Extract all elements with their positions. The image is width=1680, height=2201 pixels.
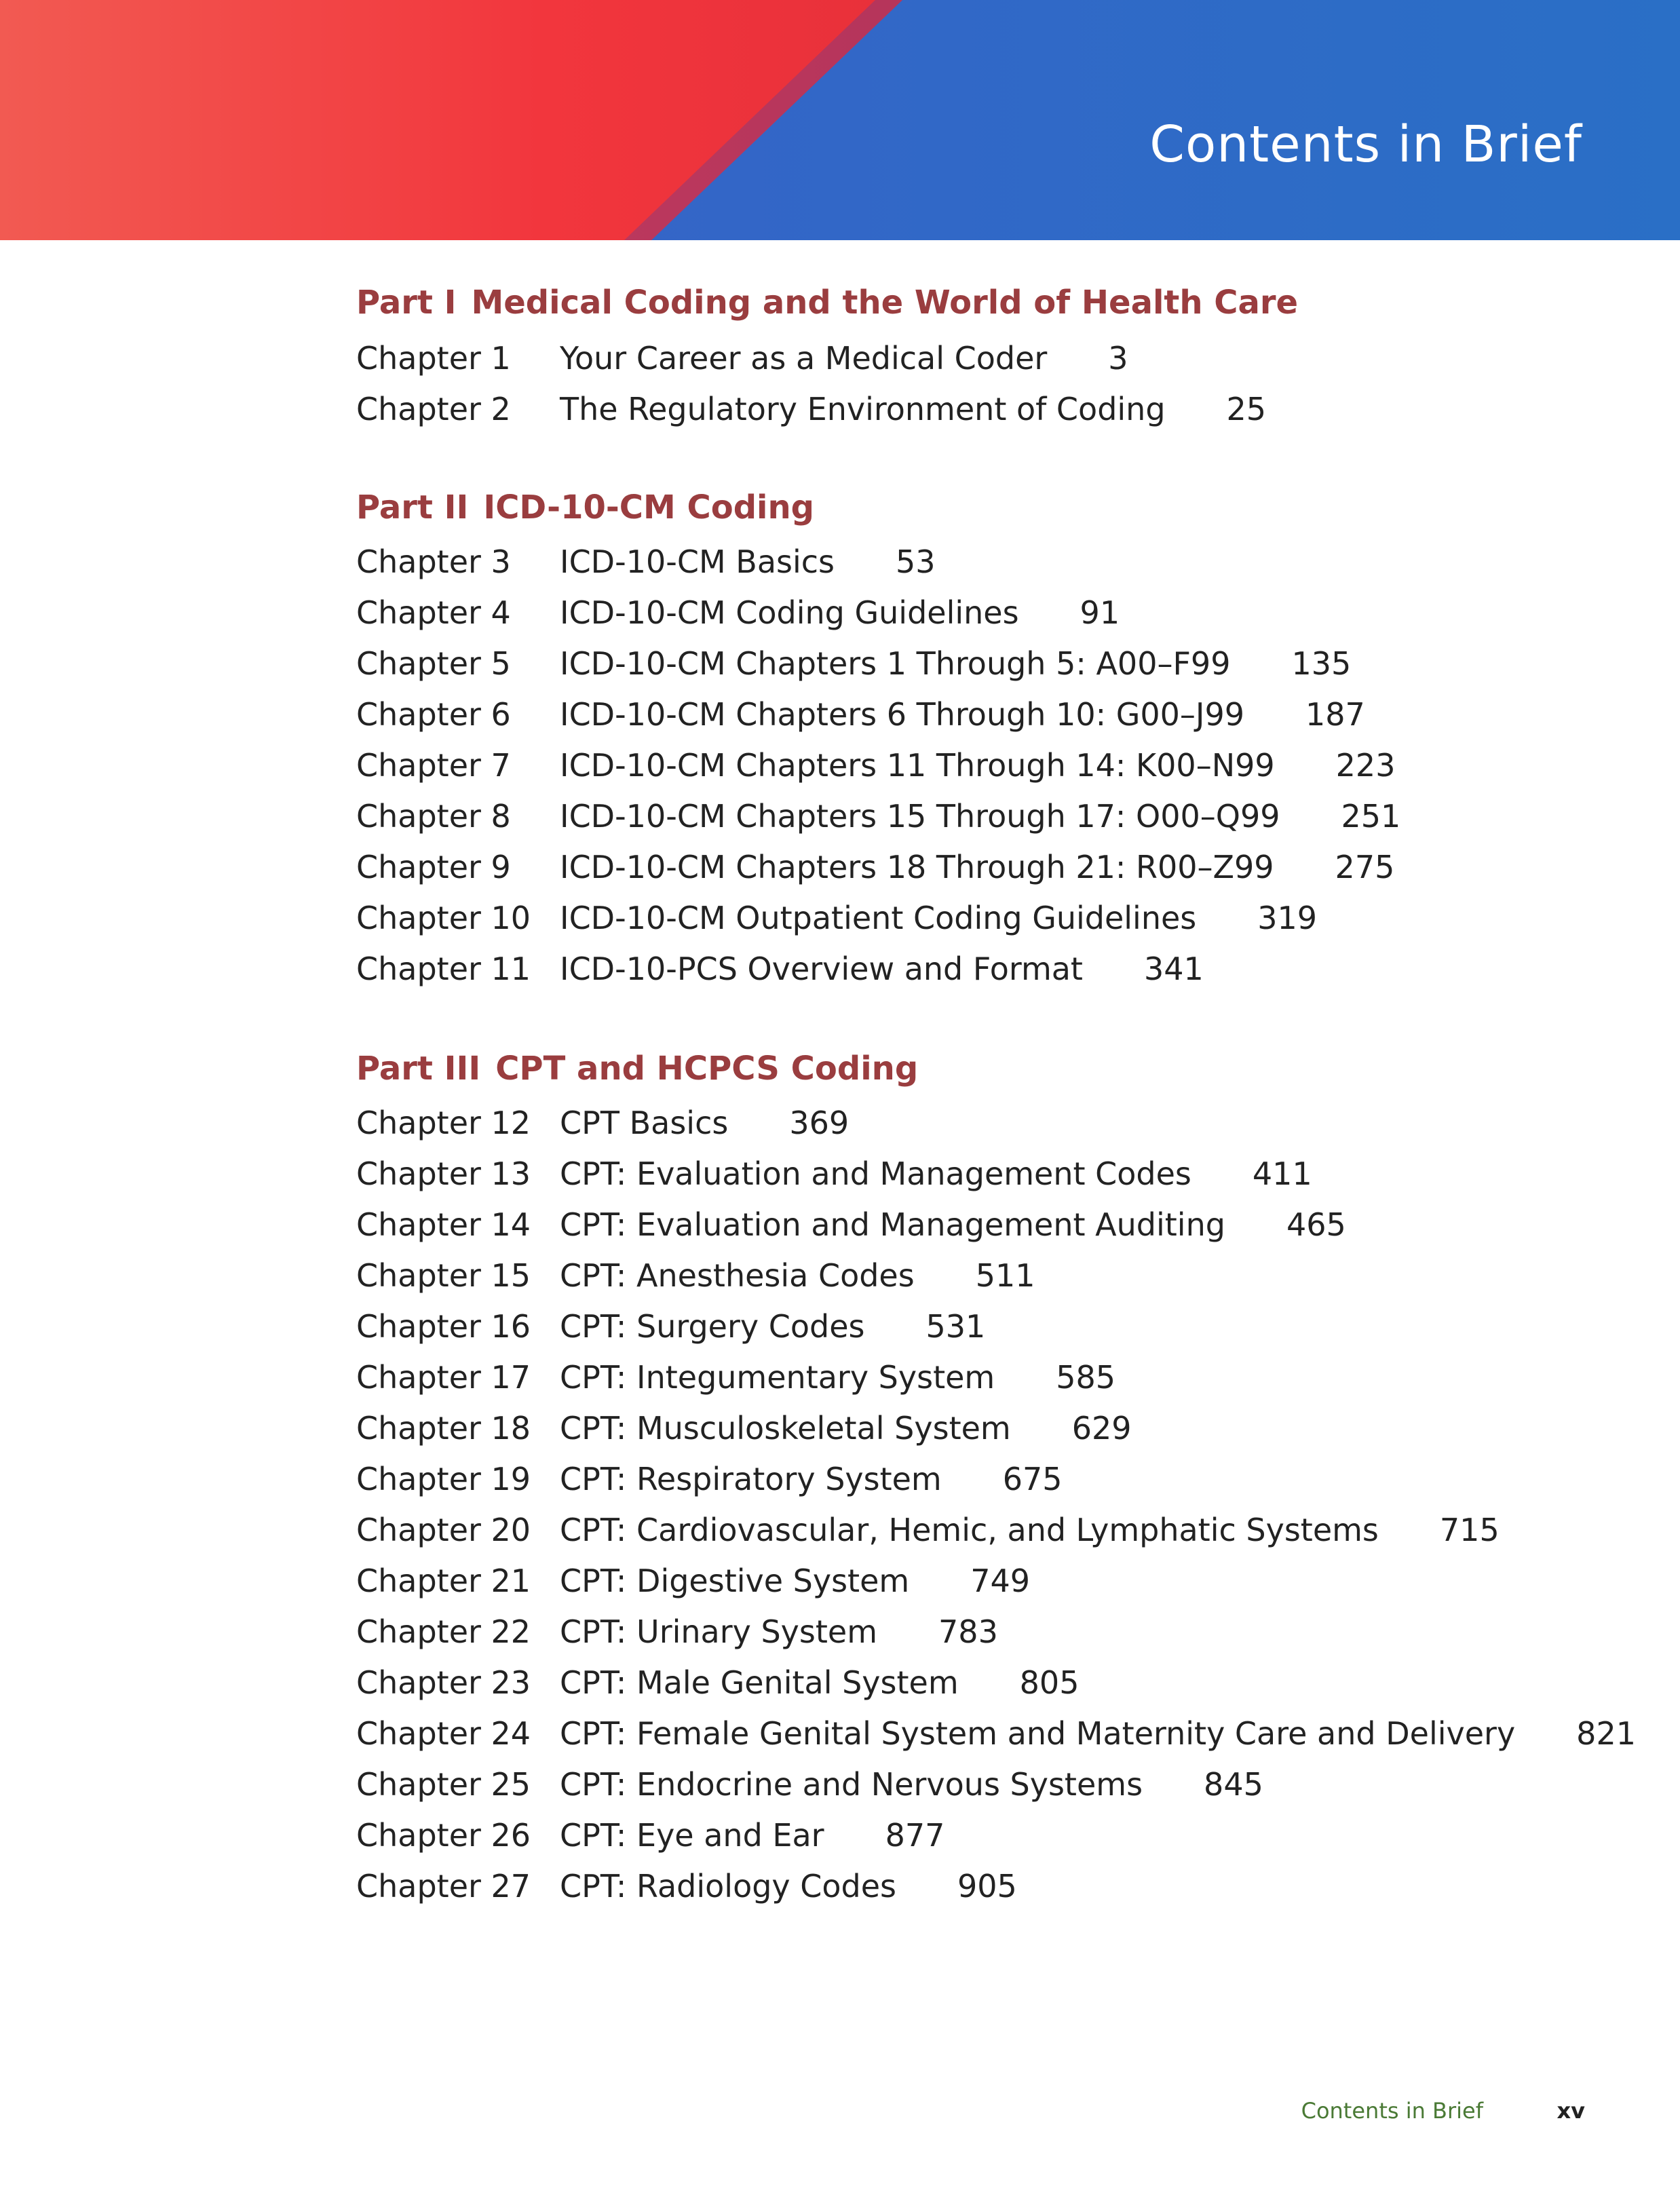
chapter-page: 845 bbox=[1204, 1766, 1263, 1803]
chapter-title: CPT: Eye and Ear bbox=[560, 1817, 824, 1854]
chapter-page: 25 bbox=[1226, 391, 1267, 427]
chapter-page: 783 bbox=[938, 1613, 998, 1650]
header-banner bbox=[0, 0, 1680, 240]
chapter-page: 187 bbox=[1305, 696, 1365, 733]
chapter-page: 319 bbox=[1257, 900, 1318, 936]
chapter-label: Chapter 5 bbox=[356, 645, 511, 682]
chapter-page: 275 bbox=[1335, 849, 1395, 885]
chapter-label: Chapter 11 bbox=[356, 951, 531, 987]
chapter-label: Chapter 14 bbox=[356, 1206, 531, 1243]
page-title: Contents in Brief bbox=[1149, 115, 1582, 174]
chapter-label: Chapter 20 bbox=[356, 1512, 531, 1548]
chapter-page: 629 bbox=[1071, 1410, 1132, 1447]
chapter-page: 465 bbox=[1286, 1206, 1346, 1243]
chapter-page: 341 bbox=[1143, 951, 1204, 987]
chapter-title: CPT: Female Genital System and Maternity Care and Delivery bbox=[560, 1715, 1516, 1752]
chapter-title: CPT: Anesthesia Codes bbox=[560, 1257, 915, 1294]
chapter-page: 905 bbox=[957, 1868, 1017, 1905]
chapter-label: Chapter 17 bbox=[356, 1359, 531, 1396]
chapter-page: 53 bbox=[896, 543, 936, 580]
chapter-title: ICD-10-CM Coding Guidelines bbox=[560, 594, 1019, 631]
chapter-title: CPT: Evaluation and Management Codes bbox=[560, 1155, 1191, 1192]
chapter-page: 585 bbox=[1056, 1359, 1116, 1396]
chapter-title: CPT: Male Genital System bbox=[560, 1664, 959, 1701]
chapter-title: ICD-10-CM Chapters 18 Through 21: R00–Z99 bbox=[560, 849, 1274, 885]
chapter-title: ICD-10-CM Chapters 6 Through 10: G00–J99 bbox=[560, 696, 1245, 733]
chapter-label: Chapter 21 bbox=[356, 1563, 531, 1599]
part-number: Part III bbox=[356, 1050, 481, 1088]
chapter-title: ICD-10-CM Outpatient Coding Guidelines bbox=[560, 900, 1197, 936]
chapter-page: 805 bbox=[1019, 1664, 1080, 1701]
part-title: CPT and HCPCS Coding bbox=[495, 1050, 919, 1088]
chapter-title: Your Career as a Medical Coder bbox=[560, 340, 1048, 377]
chapter-title: ICD-10-CM Chapters 15 Through 17: O00–Q99 bbox=[560, 798, 1280, 835]
part-number: Part I bbox=[356, 284, 457, 322]
chapter-label: Chapter 16 bbox=[356, 1308, 531, 1345]
chapter-title: CPT: Integumentary System bbox=[560, 1359, 995, 1396]
chapter-title: CPT: Evaluation and Management Auditing bbox=[560, 1206, 1225, 1243]
chapter-page: 749 bbox=[970, 1563, 1030, 1599]
chapter-page: 91 bbox=[1080, 594, 1120, 631]
chapter-page: 511 bbox=[975, 1257, 1035, 1294]
chapter-label: Chapter 1 bbox=[356, 340, 511, 377]
chapter-label: Chapter 15 bbox=[356, 1257, 531, 1294]
chapter-title: ICD-10-PCS Overview and Format bbox=[560, 951, 1083, 987]
part-heading bbox=[356, 284, 1298, 322]
part-number: Part II bbox=[356, 489, 469, 527]
chapter-title: ICD-10-CM Chapters 11 Through 14: K00–N99 bbox=[560, 747, 1275, 784]
chapter-label: Chapter 8 bbox=[356, 798, 511, 835]
chapter-page: 369 bbox=[789, 1105, 849, 1141]
chapter-page: 223 bbox=[1335, 747, 1396, 784]
chapter-label: Chapter 26 bbox=[356, 1817, 531, 1854]
chapter-label: Chapter 7 bbox=[356, 747, 511, 784]
chapter-label: Chapter 25 bbox=[356, 1766, 531, 1803]
chapter-label: Chapter 23 bbox=[356, 1664, 531, 1701]
chapter-title: CPT: Surgery Codes bbox=[560, 1308, 865, 1345]
chapter-label: Chapter 2 bbox=[356, 391, 511, 427]
chapter-label: Chapter 4 bbox=[356, 594, 511, 631]
chapter-title: ICD-10-CM Chapters 1 Through 5: A00–F99 bbox=[560, 645, 1231, 682]
chapter-page: 715 bbox=[1439, 1512, 1500, 1548]
chapter-label: Chapter 3 bbox=[356, 543, 511, 580]
chapter-page: 531 bbox=[925, 1308, 986, 1345]
chapter-page: 411 bbox=[1252, 1155, 1312, 1192]
chapter-label: Chapter 27 bbox=[356, 1868, 531, 1905]
part-title: Medical Coding and the World of Health Care bbox=[471, 284, 1299, 322]
chapter-title: CPT: Radiology Codes bbox=[560, 1868, 896, 1905]
chapter-page: 877 bbox=[885, 1817, 945, 1854]
chapter-label: Chapter 24 bbox=[356, 1715, 531, 1752]
chapter-label: Chapter 18 bbox=[356, 1410, 531, 1447]
chapter-page: 251 bbox=[1341, 798, 1401, 835]
chapter-page: 135 bbox=[1291, 645, 1352, 682]
chapter-page: 3 bbox=[1108, 340, 1128, 377]
chapter-title: CPT: Urinary System bbox=[560, 1613, 878, 1650]
page-number: xv bbox=[1557, 2098, 1585, 2124]
chapter-page: 821 bbox=[1576, 1715, 1636, 1752]
chapter-page: 675 bbox=[1002, 1461, 1063, 1497]
part-heading bbox=[356, 489, 814, 527]
chapter-label: Chapter 9 bbox=[356, 849, 511, 885]
chapter-title: CPT: Endocrine and Nervous Systems bbox=[560, 1766, 1143, 1803]
chapter-title: The Regulatory Environment of Coding bbox=[560, 391, 1166, 427]
chapter-title: CPT Basics bbox=[560, 1105, 729, 1141]
footer-section-label: Contents in Brief bbox=[1301, 2098, 1483, 2124]
chapter-title: CPT: Cardiovascular, Hemic, and Lymphatic Systems bbox=[560, 1512, 1379, 1548]
chapter-label: Chapter 22 bbox=[356, 1613, 531, 1650]
chapter-label: Chapter 12 bbox=[356, 1105, 531, 1141]
chapter-label: Chapter 10 bbox=[356, 900, 531, 936]
chapter-title: CPT: Respiratory System bbox=[560, 1461, 942, 1497]
chapter-label: Chapter 19 bbox=[356, 1461, 531, 1497]
part-heading bbox=[356, 1050, 918, 1088]
part-title: ICD-10-CM Coding bbox=[483, 489, 815, 527]
chapter-label: Chapter 13 bbox=[356, 1155, 531, 1192]
chapter-title: ICD-10-CM Basics bbox=[560, 543, 835, 580]
chapter-title: CPT: Musculoskeletal System bbox=[560, 1410, 1011, 1447]
chapter-title: CPT: Digestive System bbox=[560, 1563, 910, 1599]
chapter-label: Chapter 6 bbox=[356, 696, 511, 733]
